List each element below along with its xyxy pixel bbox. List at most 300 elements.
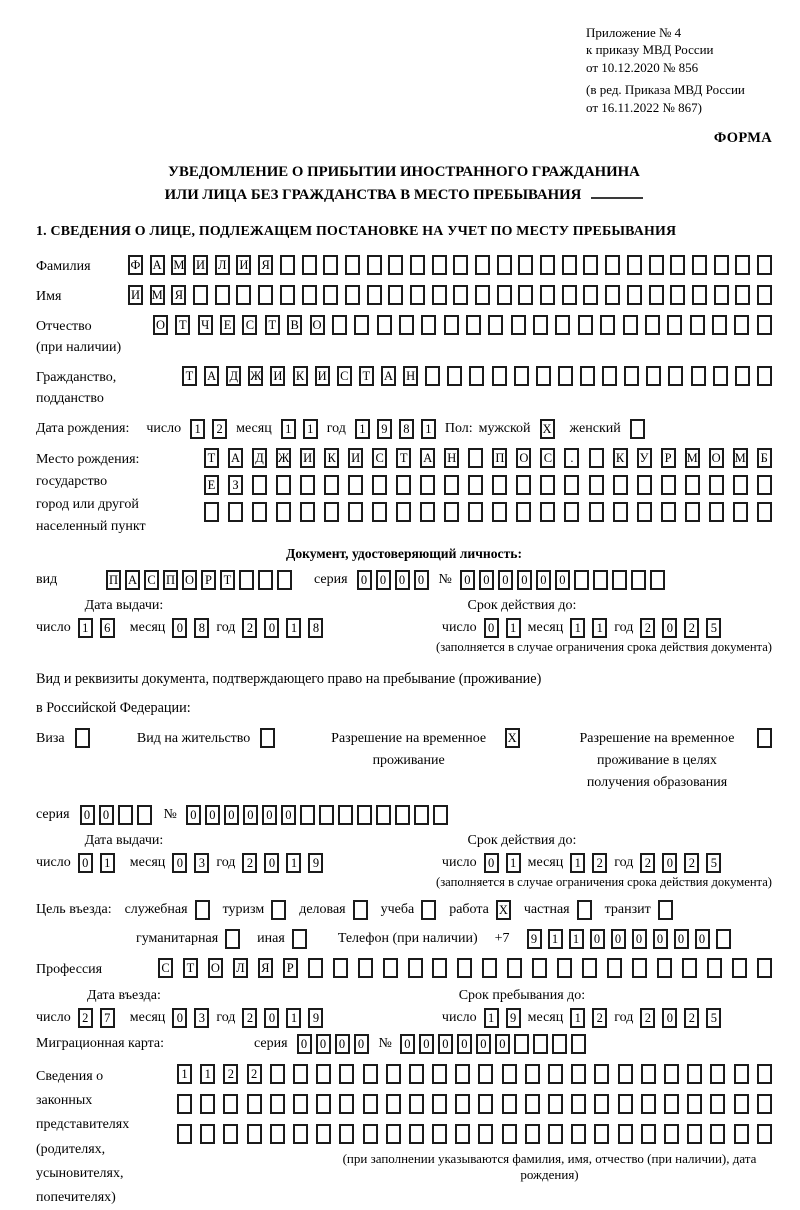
char-box[interactable] xyxy=(137,805,152,825)
char-box[interactable]: 1 xyxy=(286,618,301,638)
char-box[interactable] xyxy=(582,958,597,978)
char-box[interactable] xyxy=(316,1124,331,1144)
char-box[interactable] xyxy=(468,448,483,468)
char-box[interactable] xyxy=(420,502,435,522)
char-box[interactable] xyxy=(300,475,315,495)
char-box[interactable] xyxy=(540,475,555,495)
char-box[interactable] xyxy=(376,805,391,825)
char-box[interactable] xyxy=(280,255,295,275)
char-box[interactable] xyxy=(332,315,347,335)
char-box[interactable] xyxy=(395,805,410,825)
char-box[interactable]: В xyxy=(287,315,302,335)
char-box[interactable] xyxy=(735,366,750,386)
char-box[interactable] xyxy=(564,502,579,522)
char-box[interactable] xyxy=(478,1094,493,1114)
char-box[interactable] xyxy=(687,1094,702,1114)
char-box[interactable] xyxy=(478,1064,493,1084)
char-box[interactable] xyxy=(468,502,483,522)
char-box[interactable] xyxy=(270,1124,285,1144)
char-box[interactable]: 0 xyxy=(611,929,626,949)
char-box[interactable]: . xyxy=(564,448,579,468)
char-box[interactable] xyxy=(409,1094,424,1114)
char-box[interactable] xyxy=(641,1094,656,1114)
char-box[interactable]: 9 xyxy=(308,1008,323,1028)
char-box[interactable]: 0 xyxy=(281,805,296,825)
purpose-transit-checkbox[interactable] xyxy=(658,900,673,920)
char-box[interactable]: 1 xyxy=(570,618,585,638)
char-box[interactable] xyxy=(308,958,323,978)
char-box[interactable] xyxy=(600,315,615,335)
char-box[interactable]: 0 xyxy=(264,853,279,873)
char-box[interactable] xyxy=(712,315,727,335)
char-box[interactable]: П xyxy=(163,570,178,590)
char-box[interactable] xyxy=(733,502,748,522)
char-box[interactable] xyxy=(372,475,387,495)
char-box[interactable] xyxy=(618,1124,633,1144)
char-box[interactable]: 1 xyxy=(286,1008,301,1028)
char-box[interactable] xyxy=(594,1094,609,1114)
char-box[interactable] xyxy=(646,366,661,386)
char-box[interactable]: 0 xyxy=(632,929,647,949)
char-box[interactable]: Н xyxy=(403,366,418,386)
char-box[interactable]: С xyxy=(337,366,352,386)
char-box[interactable] xyxy=(525,1124,540,1144)
char-box[interactable] xyxy=(177,1094,192,1114)
char-box[interactable] xyxy=(670,255,685,275)
char-box[interactable]: 0 xyxy=(297,1034,312,1054)
char-box[interactable] xyxy=(583,255,598,275)
char-box[interactable] xyxy=(632,958,647,978)
char-box[interactable]: Т xyxy=(265,315,280,335)
char-box[interactable] xyxy=(532,958,547,978)
residence-permit-checkbox[interactable] xyxy=(260,728,275,748)
char-box[interactable] xyxy=(316,1094,331,1114)
char-box[interactable] xyxy=(302,255,317,275)
char-box[interactable] xyxy=(270,1064,285,1084)
char-box[interactable] xyxy=(348,475,363,495)
char-box[interactable]: И xyxy=(315,366,330,386)
char-box[interactable]: 1 xyxy=(177,1064,192,1084)
char-box[interactable] xyxy=(757,1094,772,1114)
char-box[interactable] xyxy=(475,285,490,305)
char-box[interactable]: Л xyxy=(233,958,248,978)
char-box[interactable]: 1 xyxy=(100,853,115,873)
char-box[interactable]: 0 xyxy=(186,805,201,825)
char-box[interactable] xyxy=(649,285,664,305)
char-box[interactable]: О xyxy=(153,315,168,335)
char-box[interactable] xyxy=(525,1094,540,1114)
char-box[interactable] xyxy=(408,958,423,978)
char-box[interactable] xyxy=(525,1064,540,1084)
char-box[interactable]: 0 xyxy=(662,618,677,638)
char-box[interactable]: 2 xyxy=(212,419,227,439)
char-box[interactable]: Т xyxy=(220,570,235,590)
char-box[interactable]: Е xyxy=(204,475,219,495)
char-box[interactable] xyxy=(548,1094,563,1114)
char-box[interactable] xyxy=(386,1094,401,1114)
char-box[interactable]: Ч xyxy=(198,315,213,335)
char-box[interactable]: 0 xyxy=(555,570,570,590)
char-box[interactable] xyxy=(432,255,447,275)
char-box[interactable] xyxy=(714,285,729,305)
char-box[interactable] xyxy=(555,315,570,335)
char-box[interactable]: Я xyxy=(258,958,273,978)
char-box[interactable] xyxy=(594,1124,609,1144)
char-box[interactable] xyxy=(607,958,622,978)
char-box[interactable]: О xyxy=(516,448,531,468)
char-box[interactable]: 1 xyxy=(484,1008,499,1028)
char-box[interactable]: 1 xyxy=(569,929,584,949)
char-box[interactable] xyxy=(516,475,531,495)
char-box[interactable]: О xyxy=(310,315,325,335)
char-box[interactable]: 0 xyxy=(662,853,677,873)
char-box[interactable] xyxy=(247,1094,262,1114)
char-box[interactable] xyxy=(432,958,447,978)
char-box[interactable] xyxy=(444,315,459,335)
char-box[interactable] xyxy=(552,1034,567,1054)
char-box[interactable] xyxy=(492,502,507,522)
char-box[interactable] xyxy=(710,1094,725,1114)
char-box[interactable]: 7 xyxy=(100,1008,115,1028)
visa-checkbox[interactable] xyxy=(75,728,90,748)
char-box[interactable] xyxy=(200,1094,215,1114)
char-box[interactable] xyxy=(409,1124,424,1144)
char-box[interactable] xyxy=(338,805,353,825)
char-box[interactable] xyxy=(637,502,652,522)
char-box[interactable] xyxy=(757,958,772,978)
char-box[interactable] xyxy=(605,255,620,275)
char-box[interactable]: С xyxy=(372,448,387,468)
char-box[interactable]: К xyxy=(293,366,308,386)
char-box[interactable]: Я xyxy=(258,255,273,275)
char-box[interactable]: Л xyxy=(215,255,230,275)
char-box[interactable] xyxy=(414,805,429,825)
char-box[interactable]: А xyxy=(204,366,219,386)
char-box[interactable]: 1 xyxy=(506,618,521,638)
char-box[interactable]: 1 xyxy=(421,419,436,439)
char-box[interactable]: О xyxy=(182,570,197,590)
char-box[interactable]: 8 xyxy=(194,618,209,638)
char-box[interactable] xyxy=(641,1064,656,1084)
char-box[interactable] xyxy=(276,475,291,495)
char-box[interactable] xyxy=(757,1064,772,1084)
char-box[interactable] xyxy=(469,366,484,386)
char-box[interactable] xyxy=(714,255,729,275)
char-box[interactable]: 1 xyxy=(570,853,585,873)
char-box[interactable]: 9 xyxy=(506,1008,521,1028)
char-box[interactable] xyxy=(324,475,339,495)
char-box[interactable] xyxy=(641,1124,656,1144)
char-box[interactable] xyxy=(580,366,595,386)
char-box[interactable] xyxy=(363,1094,378,1114)
char-box[interactable] xyxy=(363,1124,378,1144)
char-box[interactable] xyxy=(757,285,772,305)
char-box[interactable] xyxy=(757,1124,772,1144)
char-box[interactable] xyxy=(664,1124,679,1144)
char-box[interactable] xyxy=(215,285,230,305)
char-box[interactable] xyxy=(664,1094,679,1114)
char-box[interactable] xyxy=(497,285,512,305)
char-box[interactable]: О xyxy=(208,958,223,978)
char-box[interactable]: 0 xyxy=(536,570,551,590)
char-box[interactable] xyxy=(386,1064,401,1084)
char-box[interactable] xyxy=(118,805,133,825)
char-box[interactable] xyxy=(583,285,598,305)
char-box[interactable]: 0 xyxy=(224,805,239,825)
char-box[interactable] xyxy=(710,1064,725,1084)
char-box[interactable]: М xyxy=(150,285,165,305)
char-box[interactable] xyxy=(319,805,334,825)
char-box[interactable]: С xyxy=(144,570,159,590)
char-box[interactable] xyxy=(193,285,208,305)
char-box[interactable]: Т xyxy=(182,366,197,386)
char-box[interactable]: 0 xyxy=(172,853,187,873)
char-box[interactable]: Б xyxy=(757,448,772,468)
char-box[interactable] xyxy=(468,475,483,495)
char-box[interactable] xyxy=(475,255,490,275)
char-box[interactable] xyxy=(562,255,577,275)
char-box[interactable] xyxy=(571,1094,586,1114)
char-box[interactable]: 1 xyxy=(200,1064,215,1084)
char-box[interactable] xyxy=(333,958,348,978)
char-box[interactable]: 0 xyxy=(80,805,95,825)
char-box[interactable] xyxy=(533,1034,548,1054)
char-box[interactable]: 1 xyxy=(303,419,318,439)
char-box[interactable] xyxy=(618,1064,633,1084)
purpose-official-checkbox[interactable] xyxy=(195,900,210,920)
char-box[interactable]: Я xyxy=(171,285,186,305)
purpose-tourism-checkbox[interactable] xyxy=(271,900,286,920)
char-box[interactable] xyxy=(367,285,382,305)
char-box[interactable] xyxy=(649,255,664,275)
char-box[interactable] xyxy=(589,448,604,468)
char-box[interactable]: 9 xyxy=(527,929,542,949)
char-box[interactable] xyxy=(757,366,772,386)
char-box[interactable]: И xyxy=(348,448,363,468)
char-box[interactable]: Т xyxy=(175,315,190,335)
char-box[interactable] xyxy=(323,255,338,275)
char-box[interactable] xyxy=(732,958,747,978)
char-box[interactable]: Д xyxy=(252,448,267,468)
char-box[interactable] xyxy=(300,502,315,522)
char-box[interactable]: Т xyxy=(396,448,411,468)
char-box[interactable]: Н xyxy=(444,448,459,468)
char-box[interactable] xyxy=(536,366,551,386)
char-box[interactable] xyxy=(733,475,748,495)
char-box[interactable]: 5 xyxy=(706,618,721,638)
char-box[interactable]: 0 xyxy=(517,570,532,590)
char-box[interactable]: С xyxy=(540,448,555,468)
char-box[interactable]: 2 xyxy=(242,1008,257,1028)
char-box[interactable] xyxy=(661,475,676,495)
char-box[interactable] xyxy=(716,929,731,949)
char-box[interactable]: 0 xyxy=(653,929,668,949)
char-box[interactable] xyxy=(420,475,435,495)
char-box[interactable] xyxy=(734,1094,749,1114)
char-box[interactable] xyxy=(631,570,646,590)
char-box[interactable]: 0 xyxy=(205,805,220,825)
char-box[interactable] xyxy=(432,1094,447,1114)
char-box[interactable] xyxy=(252,475,267,495)
purpose-study-checkbox[interactable] xyxy=(421,900,436,920)
char-box[interactable] xyxy=(482,958,497,978)
char-box[interactable]: Ж xyxy=(248,366,263,386)
char-box[interactable] xyxy=(444,475,459,495)
char-box[interactable] xyxy=(453,285,468,305)
char-box[interactable] xyxy=(691,366,706,386)
char-box[interactable] xyxy=(228,502,243,522)
char-box[interactable] xyxy=(453,255,468,275)
char-box[interactable] xyxy=(710,1124,725,1144)
char-box[interactable] xyxy=(602,366,617,386)
char-box[interactable]: 0 xyxy=(476,1034,491,1054)
purpose-private-checkbox[interactable] xyxy=(577,900,592,920)
char-box[interactable]: 2 xyxy=(592,1008,607,1028)
char-box[interactable] xyxy=(627,255,642,275)
char-box[interactable] xyxy=(455,1124,470,1144)
char-box[interactable] xyxy=(324,502,339,522)
char-box[interactable] xyxy=(497,255,512,275)
char-box[interactable] xyxy=(293,1064,308,1084)
char-box[interactable]: 9 xyxy=(308,853,323,873)
char-box[interactable] xyxy=(518,255,533,275)
char-box[interactable]: 1 xyxy=(78,618,93,638)
char-box[interactable] xyxy=(709,502,724,522)
char-box[interactable] xyxy=(293,1124,308,1144)
char-box[interactable] xyxy=(323,285,338,305)
char-box[interactable] xyxy=(302,285,317,305)
char-box[interactable]: С xyxy=(158,958,173,978)
char-box[interactable]: Ф xyxy=(128,255,143,275)
char-box[interactable] xyxy=(624,366,639,386)
char-box[interactable]: М xyxy=(733,448,748,468)
char-box[interactable]: 2 xyxy=(640,853,655,873)
char-box[interactable]: 0 xyxy=(484,853,499,873)
char-box[interactable] xyxy=(558,366,573,386)
char-box[interactable]: 2 xyxy=(592,853,607,873)
char-box[interactable]: 1 xyxy=(190,419,205,439)
char-box[interactable]: 2 xyxy=(684,618,699,638)
char-box[interactable] xyxy=(682,958,697,978)
char-box[interactable]: 1 xyxy=(286,853,301,873)
char-box[interactable] xyxy=(492,475,507,495)
char-box[interactable]: 0 xyxy=(674,929,689,949)
char-box[interactable] xyxy=(388,255,403,275)
char-box[interactable]: 3 xyxy=(194,1008,209,1028)
char-box[interactable] xyxy=(277,570,292,590)
char-box[interactable]: 6 xyxy=(100,618,115,638)
char-box[interactable] xyxy=(444,502,459,522)
char-box[interactable]: 0 xyxy=(78,853,93,873)
char-box[interactable]: М xyxy=(685,448,700,468)
char-box[interactable] xyxy=(396,502,411,522)
char-box[interactable]: А xyxy=(420,448,435,468)
purpose-other-checkbox[interactable] xyxy=(292,929,307,949)
char-box[interactable] xyxy=(613,475,628,495)
char-box[interactable] xyxy=(735,255,750,275)
char-box[interactable]: 1 xyxy=(281,419,296,439)
char-box[interactable]: 0 xyxy=(414,570,429,590)
char-box[interactable] xyxy=(540,255,555,275)
char-box[interactable] xyxy=(345,255,360,275)
char-box[interactable] xyxy=(502,1124,517,1144)
char-box[interactable] xyxy=(345,285,360,305)
char-box[interactable] xyxy=(707,958,722,978)
char-box[interactable] xyxy=(540,285,555,305)
char-box[interactable] xyxy=(377,315,392,335)
char-box[interactable]: 0 xyxy=(99,805,114,825)
char-box[interactable] xyxy=(734,1124,749,1144)
char-box[interactable]: 1 xyxy=(355,419,370,439)
char-box[interactable] xyxy=(236,285,251,305)
char-box[interactable] xyxy=(548,1064,563,1084)
char-box[interactable] xyxy=(488,315,503,335)
char-box[interactable]: И xyxy=(300,448,315,468)
char-box[interactable] xyxy=(200,1124,215,1144)
char-box[interactable]: 0 xyxy=(498,570,513,590)
char-box[interactable] xyxy=(447,366,462,386)
char-box[interactable] xyxy=(511,315,526,335)
char-box[interactable] xyxy=(316,1064,331,1084)
char-box[interactable] xyxy=(667,315,682,335)
char-box[interactable] xyxy=(410,255,425,275)
char-box[interactable]: 0 xyxy=(484,618,499,638)
char-box[interactable] xyxy=(605,285,620,305)
char-box[interactable] xyxy=(612,570,627,590)
char-box[interactable] xyxy=(645,315,660,335)
char-box[interactable] xyxy=(455,1094,470,1114)
char-box[interactable]: Р xyxy=(661,448,676,468)
char-box[interactable]: К xyxy=(613,448,628,468)
char-box[interactable] xyxy=(690,315,705,335)
char-box[interactable]: 0 xyxy=(590,929,605,949)
temp-residence-checkbox[interactable]: X xyxy=(505,728,520,748)
char-box[interactable]: П xyxy=(106,570,121,590)
char-box[interactable]: 0 xyxy=(357,570,372,590)
char-box[interactable]: Т xyxy=(359,366,374,386)
char-box[interactable]: Ж xyxy=(276,448,291,468)
char-box[interactable]: 0 xyxy=(316,1034,331,1054)
char-box[interactable] xyxy=(399,315,414,335)
char-box[interactable] xyxy=(757,502,772,522)
char-box[interactable]: А xyxy=(381,366,396,386)
char-box[interactable] xyxy=(421,315,436,335)
char-box[interactable]: И xyxy=(128,285,143,305)
char-box[interactable] xyxy=(433,805,448,825)
char-box[interactable] xyxy=(685,475,700,495)
char-box[interactable] xyxy=(571,1124,586,1144)
char-box[interactable] xyxy=(735,285,750,305)
char-box[interactable] xyxy=(578,315,593,335)
char-box[interactable]: 2 xyxy=(78,1008,93,1028)
char-box[interactable] xyxy=(661,502,676,522)
char-box[interactable] xyxy=(571,1064,586,1084)
char-box[interactable]: 2 xyxy=(247,1064,262,1084)
char-box[interactable] xyxy=(757,255,772,275)
char-box[interactable]: 2 xyxy=(223,1064,238,1084)
char-box[interactable]: 5 xyxy=(706,1008,721,1028)
char-box[interactable] xyxy=(502,1064,517,1084)
char-box[interactable]: 0 xyxy=(172,618,187,638)
char-box[interactable] xyxy=(348,502,363,522)
char-box[interactable]: Т xyxy=(204,448,219,468)
char-box[interactable]: А xyxy=(150,255,165,275)
char-box[interactable] xyxy=(548,1124,563,1144)
char-box[interactable]: 0 xyxy=(695,929,710,949)
char-box[interactable]: Д xyxy=(226,366,241,386)
char-box[interactable]: 2 xyxy=(640,1008,655,1028)
char-box[interactable]: 0 xyxy=(457,1034,472,1054)
